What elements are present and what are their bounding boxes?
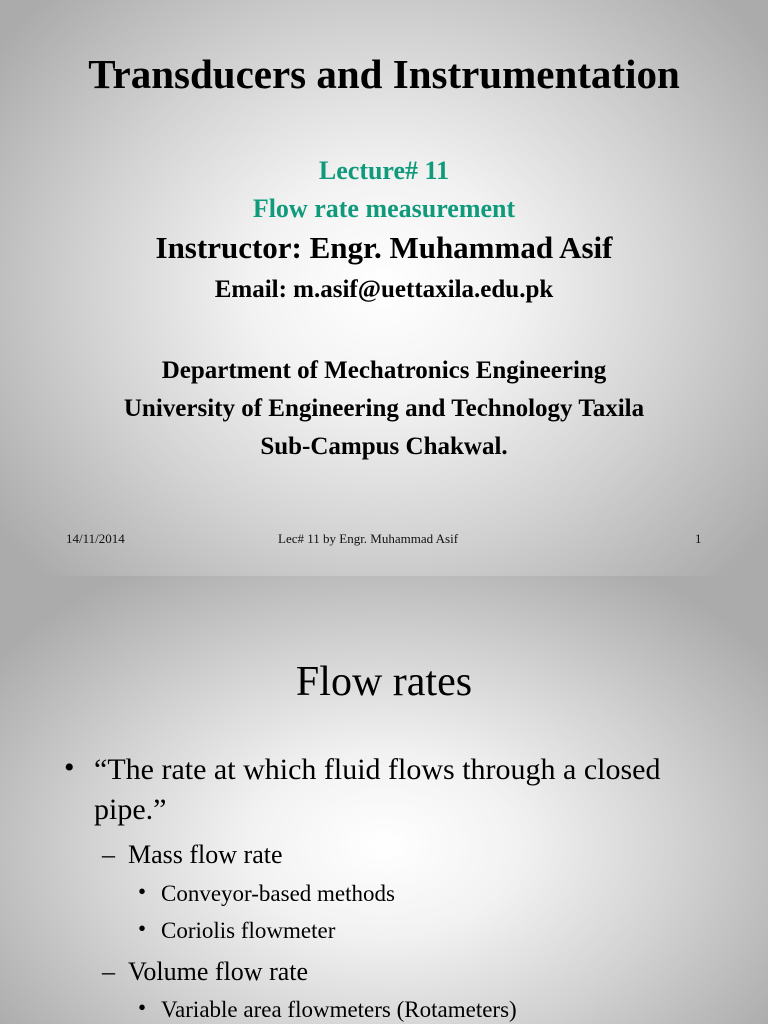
slide-title: Flow rates <box>295 659 473 705</box>
bullet-dot-icon: • <box>138 916 147 941</box>
campus-name: Sub-Campus Chakwal. <box>260 433 508 460</box>
dash-icon: – <box>102 957 115 986</box>
instructor-email: Email: m.asif@uettaxila.edu.pk <box>214 276 554 303</box>
footer-date: 14/11/2014 <box>66 531 125 546</box>
footer-page-number: 1 <box>695 531 702 546</box>
sub-sub-bullet-text: Conveyor-based methods <box>161 881 395 906</box>
sub-bullet-mass-flow <box>102 840 283 870</box>
sub-sub-bullet <box>138 881 395 907</box>
sub-sub-bullet-text: Variable area flowmeters (Rotameters) <box>161 997 517 1022</box>
sub-bullet-text: Volume flow rate <box>128 957 309 986</box>
bullet-text: “The rate at which fluid flows through a closed pipe.” <box>94 753 661 826</box>
footer-text: Lec# 11 by Engr. Muhammad Asif <box>278 531 459 546</box>
sub-bullet-text: Mass flow rate <box>128 840 283 869</box>
department-name: Department of Mechatronics Engineering <box>161 357 607 384</box>
bullet-dot-icon: • <box>64 751 75 784</box>
sub-bullet-volume-flow <box>102 957 308 987</box>
bullet-definition <box>64 750 704 830</box>
lecture-topic: Flow rate measurement <box>252 194 516 223</box>
sub-sub-bullet <box>138 918 335 944</box>
dash-icon: – <box>102 840 115 869</box>
lecture-number: Lecture# 11 <box>318 156 450 185</box>
affiliation-block <box>0 352 768 466</box>
bullet-dot-icon: • <box>138 995 147 1020</box>
bullet-dot-icon: • <box>138 879 147 904</box>
slide-2 <box>0 576 768 1024</box>
university-name: University of Engineering and Technology Taxila <box>123 395 645 422</box>
instructor-name: Instructor: Engr. Muhammad Asif <box>155 230 613 265</box>
slide-title: Transducers and Instrumentation <box>88 51 680 97</box>
sub-sub-bullet-text: Coriolis flowmeter <box>161 918 336 943</box>
sub-sub-bullet <box>138 997 517 1023</box>
